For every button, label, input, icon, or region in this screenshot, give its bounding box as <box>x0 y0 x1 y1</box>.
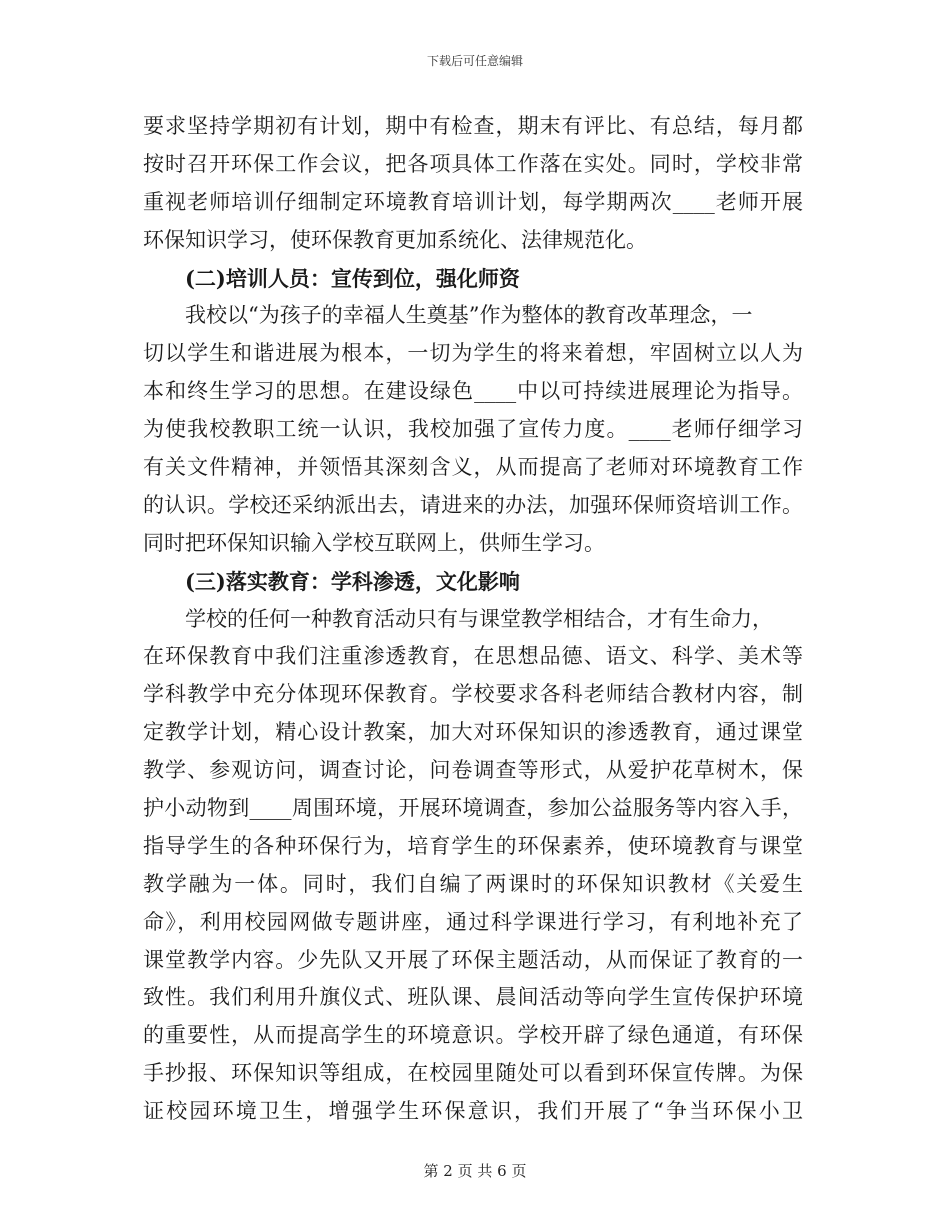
paragraph-line: 命》，利用校园网做专题讲座，通过科学课进行学习，有利地补充了 <box>143 909 803 934</box>
paragraph-line: 教学融为一体。同时，我们自编了两课时的环保知识教材《关爱生 <box>143 871 803 896</box>
paragraph-line: 的重要性，从而提高学生的环境意识。学校开辟了绿色通道，有环保 <box>143 1023 803 1048</box>
paragraph-line: 在环保教育中我们注重渗透教育，在思想品德、语文、科学、美术等 <box>143 644 803 669</box>
paragraph-line: 护小动物到____周围环境，开展环境调查，参加公益服务等内容入手， <box>143 796 803 821</box>
paragraph-line: 环保知识学习，使环保教育更加系统化、法律规范化。 <box>143 227 647 252</box>
paragraph-line: 手抄报、环保知识等组成，在校园里随处可以看到环保宣传牌。为保 <box>143 1061 803 1086</box>
paragraph-line: 有关文件精神，并领悟其深刻含义，从而提高了老师对环境教育工作 <box>143 455 803 480</box>
section-heading: (二)培训人员：宣传到位，强化师资 <box>185 265 520 291</box>
paragraph-line: 同时把环保知识输入学校互联网上，供师生学习。 <box>143 530 605 555</box>
paragraph-line: 课堂教学内容。少先队又开展了环保主题活动，从而保证了教育的一 <box>143 947 803 972</box>
paragraph-line: 致性。我们利用升旗仪式、班队课、晨间活动等向学生宣传保护环境 <box>143 985 803 1010</box>
paragraph-line: 指导学生的各种环保行为，培育学生的环保素养，使环境教育与课堂 <box>143 833 803 858</box>
paragraph-line: 为使我校教职工统一认识，我校加强了宣传力度。____老师仔细学习 <box>143 417 803 442</box>
paragraph-line: 教学、参观访问，调查讨论，问卷调查等形式，从爱护花草树木，保 <box>143 758 803 783</box>
paragraph-line: 学校的任何一种教育活动只有与课堂教学相结合，才有生命力， <box>185 606 773 631</box>
section-heading: (三)落实教育：学科渗透，文化影响 <box>185 568 520 594</box>
paragraph-line: 学科教学中充分体现环保教育。学校要求各科老师结合教材内容，制 <box>143 682 803 707</box>
document-body <box>143 108 803 1131</box>
paragraph-line: 按时召开环保工作会议，把各项具体工作落在实处。同时，学校非常 <box>143 151 803 176</box>
paragraph-line: 本和终生学习的思想。在建设绿色____中以可持续进展理论为指导。 <box>143 379 803 404</box>
paragraph-line: 证校园环境卫生，增强学生环保意识，我们开展了“争当环保小卫 <box>143 1099 803 1124</box>
paragraph-line: 重视老师培训仔细制定环境教育培训计划，每学期两次____老师开展 <box>143 189 803 214</box>
paragraph-line: 的认识。学校还采纳派出去，请进来的办法，加强环保师资培训工作。 <box>143 492 803 517</box>
page-header: 下载后可任意编辑 <box>426 54 523 68</box>
paragraph-line: 定教学计划，精心设计教案，加大对环保知识的渗透教育，通过课堂 <box>143 720 803 745</box>
paragraph-line: 切以学生和谐进展为根本，一切为学生的将来着想，牢固树立以人为 <box>143 341 803 366</box>
page-footer: 第 2 页 共 6 页 <box>423 1162 527 1180</box>
paragraph-line: 我校以“为孩子的幸福人生奠基”作为整体的教育改革理念，一 <box>185 303 753 328</box>
paragraph-line: 要求坚持学期初有计划，期中有检查，期末有评比、有总结，每月都 <box>143 114 803 138</box>
